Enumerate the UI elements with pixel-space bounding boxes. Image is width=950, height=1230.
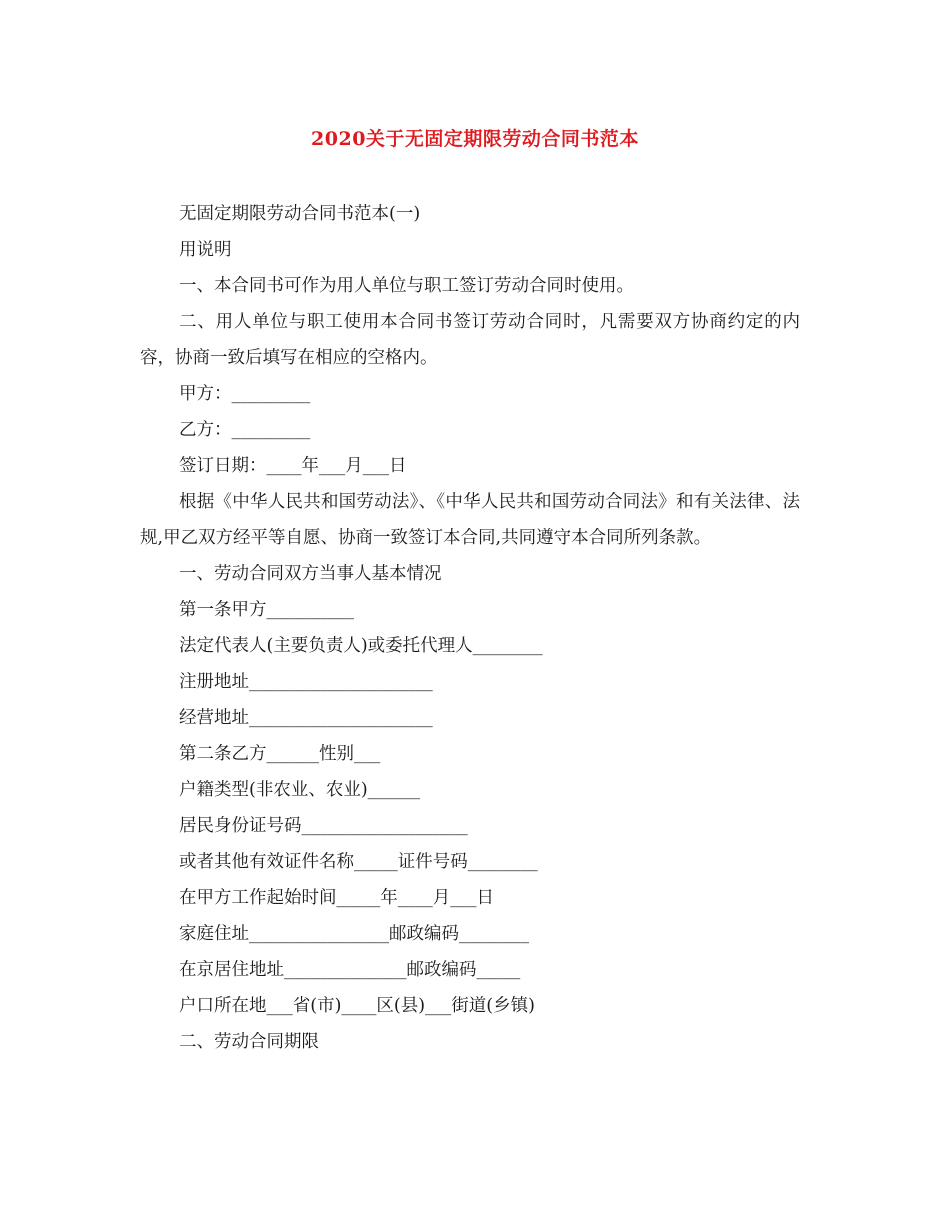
other-certificate-line: 或者其他有效证件名称_____证件号码________ (179, 852, 538, 872)
registered-address-line: 注册地址_____________________ (179, 672, 433, 692)
beijing-address-line: 在京居住地址______________邮政编码_____ (179, 960, 521, 980)
home-address-line: 家庭住址________________邮政编码________ (179, 924, 529, 944)
household-type-line: 户籍类型(非农业、农业)______ (179, 780, 421, 800)
paragraph-usage-notes: 用说明 (179, 240, 232, 260)
id-number-line: 居民身份证号码___________________ (179, 816, 468, 836)
paragraph-note-1: 一、本合同书可作为用人单位与职工签订劳动合同时使用。 (179, 276, 634, 296)
legal-representative-line: 法定代表人(主要负责人)或委托代理人________ (179, 636, 543, 656)
paragraph-note-2: 二、用人单位与职工使用本合同书签订劳动合同时，凡需要双方协商约定的内容，协商一致后填写在相应的空格内。 (140, 312, 800, 368)
start-date-line: 在甲方工作起始时间_____年____月___日 (179, 888, 494, 908)
section-heading-parties: 一、劳动合同双方当事人基本情况 (179, 564, 442, 584)
party-a-line: 甲方：_________ (179, 384, 311, 404)
signing-date-line: 签订日期：____年___月___日 (179, 456, 407, 476)
article-1-party-a: 第一条甲方__________ (179, 600, 354, 620)
section-heading-term: 二、劳动合同期限 (179, 1032, 319, 1052)
paragraph-contract-sample-heading: 无固定期限劳动合同书范本(一) (179, 204, 421, 224)
document-body (140, 196, 800, 1060)
document-title: 2020关于无固定期限劳动合同书范本 (311, 128, 639, 150)
paragraph-legal-basis: 根据《中华人民共和国劳动法》、《中华人民共和国劳动合同法》和有关法律、法规,甲乙双方经平等自愿、协商一致签订本合同,共同遵守本合同所列条款。 (140, 492, 800, 548)
party-b-line: 乙方：_________ (179, 420, 311, 440)
article-2-party-b: 第二条乙方______性别___ (179, 744, 381, 764)
hukou-location-line: 户口所在地___省(市)____区(县)___街道(乡镇) (179, 996, 535, 1016)
business-address-line: 经营地址_____________________ (179, 708, 433, 728)
